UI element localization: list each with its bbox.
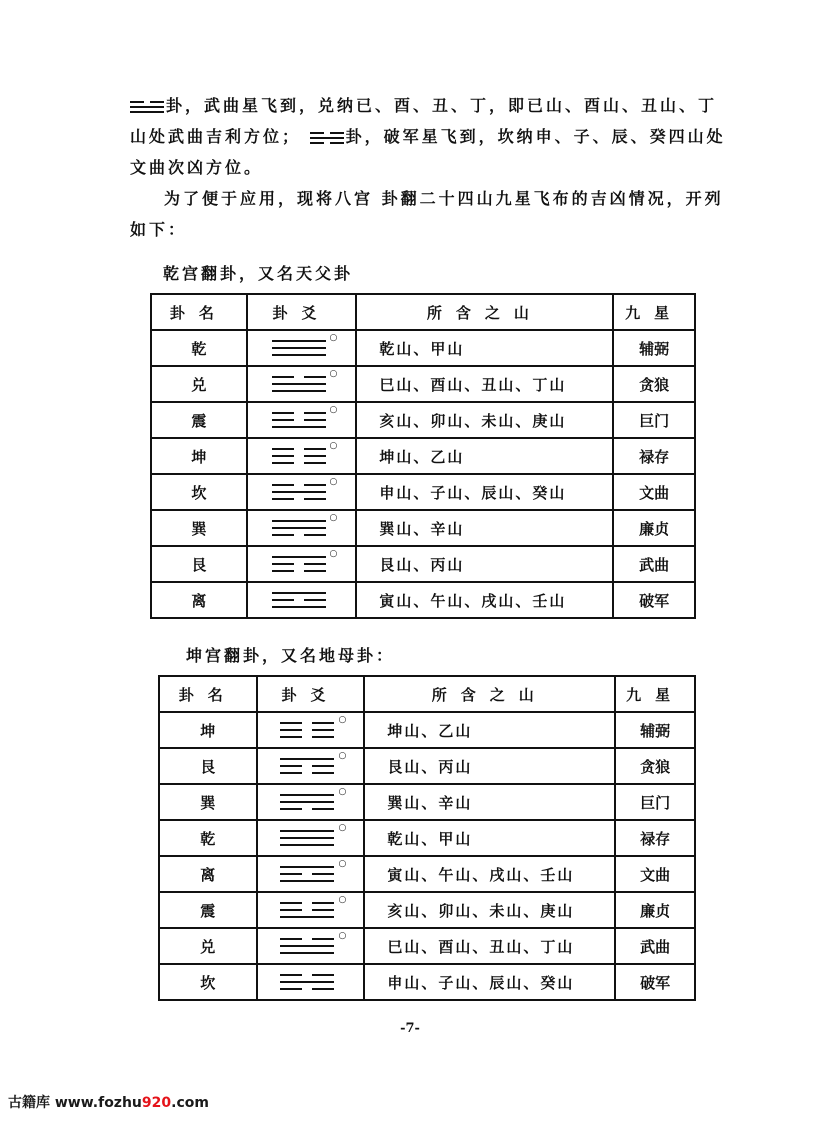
gua-lines-cell [247, 474, 357, 510]
broken-line [272, 563, 326, 565]
gua-name-cell: 巽 [151, 510, 247, 546]
change-mark: ○ [329, 441, 338, 451]
trigram-icon [280, 715, 347, 741]
star-cell: 文曲 [615, 856, 695, 892]
table-row [151, 546, 695, 582]
star-cell: 破军 [613, 582, 695, 618]
mountains-cell: 艮山、丙山 [364, 748, 615, 784]
broken-line [272, 419, 326, 421]
mountains-cell: 坤山、乙山 [356, 438, 613, 474]
table-header-row [159, 676, 695, 712]
gua-lines-cell [257, 820, 365, 856]
star-cell: 巨门 [615, 784, 695, 820]
gua-lines-cell [257, 892, 365, 928]
change-mark: ○ [329, 477, 338, 487]
solid-line [280, 945, 334, 947]
broken-line [272, 570, 326, 572]
solid-line [272, 347, 326, 349]
trigram-icon [272, 405, 338, 431]
gua-name-cell: 兑 [159, 928, 257, 964]
trigram-kan-icon [310, 131, 344, 145]
table-row [151, 474, 695, 510]
gua-lines-cell [257, 748, 365, 784]
gua-lines-cell [247, 402, 357, 438]
trigram-icon [280, 895, 347, 921]
star-cell: 禄存 [615, 820, 695, 856]
gua-name-cell: 坎 [159, 964, 257, 1000]
broken-line [280, 722, 334, 724]
trigram-icon [280, 859, 347, 885]
mountains-cell: 寅山、午山、戌山、壬山 [364, 856, 615, 892]
header-star: 九星 [615, 676, 695, 712]
gua-name-cell: 离 [151, 582, 247, 618]
change-mark: ○ [338, 823, 347, 833]
trigram-icon [272, 369, 338, 395]
solid-line [272, 520, 326, 522]
star-cell: 廉贞 [615, 892, 695, 928]
gua-name-cell: 坤 [159, 712, 257, 748]
mountains-cell: 巳山、酉山、丑山、丁山 [356, 366, 613, 402]
trigram-dui-icon [130, 100, 164, 114]
gua-name-cell: 坎 [151, 474, 247, 510]
gua-lines-cell [257, 856, 365, 892]
broken-line [272, 412, 326, 414]
gua-name-cell: 震 [151, 402, 247, 438]
broken-line [272, 376, 326, 378]
star-cell: 巨门 [613, 402, 695, 438]
table-row [159, 784, 695, 820]
trigram-icon [272, 477, 338, 503]
broken-line [272, 448, 326, 450]
table-row [151, 510, 695, 546]
broken-line [280, 938, 334, 940]
star-cell: 文曲 [613, 474, 695, 510]
mountains-cell: 亥山、卯山、未山、庚山 [356, 402, 613, 438]
paragraph-1-text: 卦，武曲星飞到，兑纳已、酉、丑、丁，即已山、酉山、丑山、丁山处武曲吉利方位； [130, 96, 718, 146]
change-mark: ○ [338, 859, 347, 869]
broken-line [272, 455, 326, 457]
broken-line [272, 599, 326, 601]
gua-name-cell: 艮 [159, 748, 257, 784]
broken-line [272, 462, 326, 464]
mountains-cell: 寅山、午山、戌山、壬山 [356, 582, 613, 618]
paragraph-2: 为了便于应用，现将八宫 卦翻二十四山九星飞布的吉凶情况，开列如下： [130, 189, 724, 239]
gua-lines-cell [247, 582, 357, 618]
trigram-icon [280, 931, 347, 957]
solid-line [280, 866, 334, 868]
broken-line [280, 772, 334, 774]
trigram-icon [280, 823, 347, 849]
paragraph-1b-text: 卦，破军星飞到，坎纳申、子、辰、癸四山处文曲次凶方位。 [130, 127, 726, 177]
gua-lines-cell [247, 546, 357, 582]
solid-line [280, 916, 334, 918]
table-row [151, 330, 695, 366]
table-row [151, 438, 695, 474]
table-row [159, 712, 695, 748]
table-row [159, 748, 695, 784]
header-lines: 卦爻 [247, 294, 357, 330]
table-row [159, 892, 695, 928]
gua-lines-cell [257, 928, 365, 964]
trigram-icon [280, 751, 347, 777]
kun-palace-table [158, 675, 696, 1001]
solid-line [272, 390, 326, 392]
star-cell: 贪狼 [615, 748, 695, 784]
change-mark: ○ [329, 405, 338, 415]
change-mark: ○ [338, 715, 347, 725]
table-row [151, 402, 695, 438]
gua-lines-cell [247, 510, 357, 546]
solid-line [272, 354, 326, 356]
change-mark: ○ [338, 895, 347, 905]
watermark-prefix: 古籍库 www.fozhu [8, 1095, 142, 1111]
gua-lines-cell [257, 784, 365, 820]
broken-line [280, 736, 334, 738]
gua-name-cell: 乾 [151, 330, 247, 366]
gua-name-cell: 离 [159, 856, 257, 892]
star-cell: 禄存 [613, 438, 695, 474]
gua-lines-cell [247, 330, 357, 366]
solid-line [272, 606, 326, 608]
change-mark: ○ [329, 333, 338, 343]
solid-line [280, 837, 334, 839]
mountains-cell: 亥山、卯山、未山、庚山 [364, 892, 615, 928]
solid-line [272, 556, 326, 558]
header-mountains: 所含之山 [356, 294, 613, 330]
trigram-icon [280, 787, 347, 813]
star-cell: 武曲 [615, 928, 695, 964]
gua-name-cell: 乾 [159, 820, 257, 856]
gua-name-cell: 兑 [151, 366, 247, 402]
solid-line [280, 952, 334, 954]
solid-line [272, 426, 326, 428]
solid-line [272, 527, 326, 529]
watermark-highlight: 920 [141, 1095, 172, 1111]
solid-line [280, 981, 334, 983]
trigram-icon [272, 513, 338, 539]
mountains-cell: 申山、子山、辰山、癸山 [364, 964, 615, 1000]
gua-name-cell: 艮 [151, 546, 247, 582]
solid-line [280, 794, 334, 796]
intro-paragraph [130, 90, 730, 183]
table-row [159, 964, 695, 1000]
broken-line [272, 534, 326, 536]
broken-line [272, 498, 326, 500]
header-name: 卦名 [151, 294, 247, 330]
mountains-cell: 艮山、丙山 [356, 546, 613, 582]
table-row [151, 582, 695, 618]
mountains-cell: 巳山、酉山、丑山、丁山 [364, 928, 615, 964]
trigram-icon [280, 971, 340, 993]
header-name: 卦名 [159, 676, 257, 712]
gua-lines-cell [257, 712, 365, 748]
table-row [151, 366, 695, 402]
gua-name-cell: 震 [159, 892, 257, 928]
table-row [159, 820, 695, 856]
table-row [159, 928, 695, 964]
star-cell: 破军 [615, 964, 695, 1000]
watermark [8, 1092, 209, 1112]
trigram-icon [272, 441, 338, 467]
change-mark: ○ [338, 931, 347, 941]
qian-palace-table [150, 293, 696, 619]
mountains-cell: 申山、子山、辰山、癸山 [356, 474, 613, 510]
header-star: 九星 [613, 294, 695, 330]
star-cell: 武曲 [613, 546, 695, 582]
trigram-icon [272, 589, 332, 611]
mountains-cell: 乾山、甲山 [364, 820, 615, 856]
solid-line [272, 383, 326, 385]
solid-line [272, 340, 326, 342]
solid-line [280, 801, 334, 803]
mountains-cell: 乾山、甲山 [356, 330, 613, 366]
star-cell: 辅弼 [615, 712, 695, 748]
watermark-suffix: .com [171, 1095, 209, 1111]
solid-line [280, 830, 334, 832]
change-mark: ○ [329, 549, 338, 559]
solid-line [272, 592, 326, 594]
mountains-cell: 坤山、乙山 [364, 712, 615, 748]
change-mark: ○ [329, 369, 338, 379]
broken-line [272, 484, 326, 486]
change-mark: ○ [338, 787, 347, 797]
change-mark: ○ [329, 513, 338, 523]
star-cell: 廉贞 [613, 510, 695, 546]
header-lines: 卦爻 [257, 676, 365, 712]
broken-line [280, 974, 334, 976]
star-cell: 贪狼 [613, 366, 695, 402]
table-header-row [151, 294, 695, 330]
broken-line [280, 988, 334, 990]
change-mark: ○ [338, 751, 347, 761]
gua-lines-cell [257, 964, 365, 1000]
broken-line [280, 729, 334, 731]
mountains-cell: 巽山、辛山 [356, 510, 613, 546]
gua-lines-cell [247, 438, 357, 474]
gua-lines-cell [247, 366, 357, 402]
trigram-icon [272, 333, 338, 359]
broken-line [280, 765, 334, 767]
trigram-icon [272, 549, 338, 575]
star-cell: 辅弼 [613, 330, 695, 366]
section-2-title: 坤宫翻卦，又名地母卦： [186, 646, 396, 665]
broken-line [280, 909, 334, 911]
gua-name-cell: 巽 [159, 784, 257, 820]
header-mountains: 所含之山 [364, 676, 615, 712]
gua-name-cell: 坤 [151, 438, 247, 474]
solid-line [272, 491, 326, 493]
mountains-cell: 巽山、辛山 [364, 784, 615, 820]
solid-line [280, 758, 334, 760]
broken-line [280, 873, 334, 875]
table-row [159, 856, 695, 892]
solid-line [280, 880, 334, 882]
page-number: -7- [400, 1021, 420, 1036]
broken-line [280, 902, 334, 904]
solid-line [280, 844, 334, 846]
broken-line [280, 808, 334, 810]
section-1-title: 乾宫翻卦，又名天父卦 [163, 264, 354, 283]
